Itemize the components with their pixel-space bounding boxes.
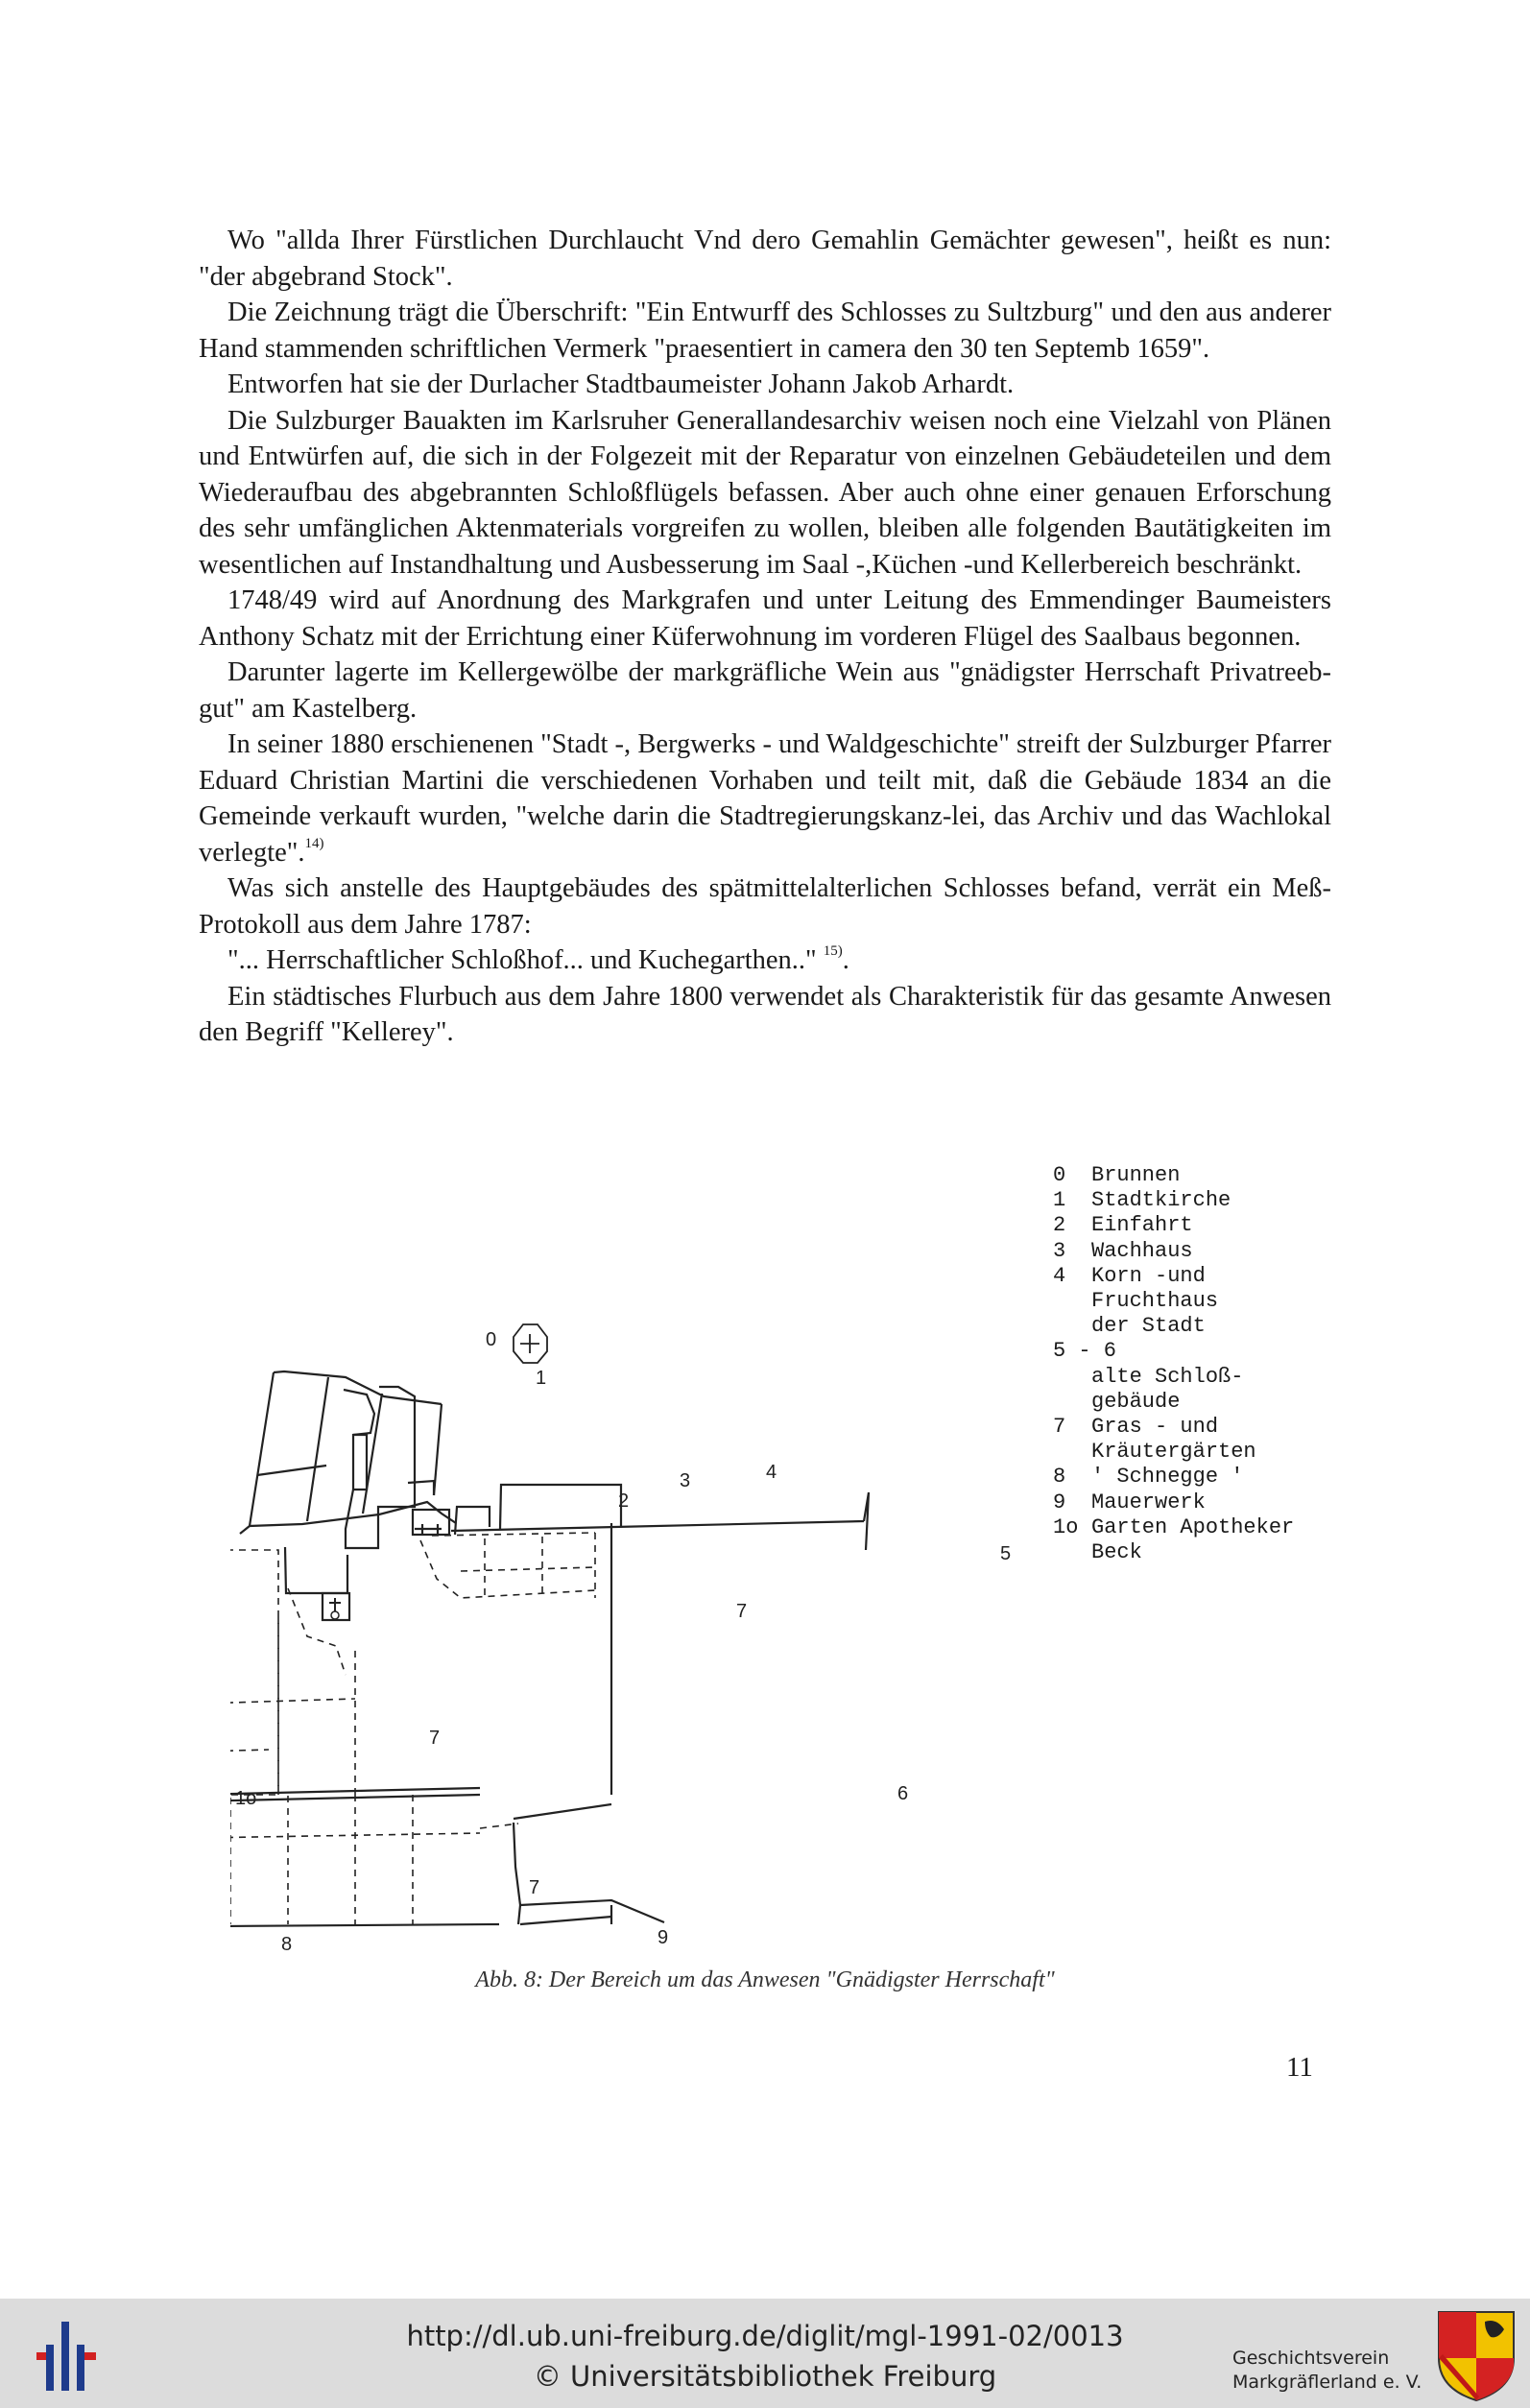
legend-row — [1053, 1213, 1341, 1238]
legend-number: 4 — [1053, 1263, 1066, 1288]
south-wall — [230, 1924, 499, 1926]
plan-label-4: 4 — [766, 1462, 777, 1483]
cross-symbol — [329, 1598, 341, 1619]
legend-label: Beck — [1091, 1540, 1142, 1565]
legend-label: Fruchthaus — [1091, 1289, 1219, 1314]
paragraph-2: Die Zeichnung trägt die Überschrift: "Ein Entwurff des Schlosses zu Sultzburg" und den aus anderer Hand stammenden schriftlichen Vermerk "praesentiert in camera den 30 ten Septemb 1659". — [199, 298, 1331, 364]
legend-label: Gras - und — [1091, 1415, 1219, 1440]
legend-label: Kräutergärten — [1091, 1440, 1256, 1465]
organisation-line-2: Markgräflerland e. V. — [1232, 2372, 1422, 2393]
paragraph-5: 1748/49 wird auf Anordnung des Markgrafen und unter Leitung des Emmendinger Baumeisters Anthony Schatz mit der Errichtung einer Küferwohnung im vorderen Flügel des Saalbaus begonnen. — [199, 585, 1331, 652]
legend-row — [1053, 1465, 1341, 1490]
plan-label-7b: 7 — [429, 1728, 441, 1749]
plan-lines — [230, 1371, 869, 1926]
houses-outline — [274, 1371, 442, 1404]
plan-label-3: 3 — [680, 1470, 691, 1491]
legend-row — [1053, 1339, 1341, 1364]
legend-number: 3 — [1053, 1238, 1066, 1263]
paragraph-9 — [199, 942, 1331, 979]
legend-number — [1053, 1365, 1091, 1390]
figure-caption: Abb. 8: Der Bereich um das Anwesen "Gnädigster Herrschaft" — [475, 1967, 1055, 1992]
plan-label-0: 0 — [486, 1329, 497, 1350]
legend-row — [1053, 1365, 1341, 1390]
organisation-line-1: Geschichtsverein — [1232, 2348, 1390, 2369]
paragraph-4: Die Sulzburger Bauakten im Karlsruher Generallandesarchiv weisen noch eine Vielzahl von Plänen und Entwürfen auf, die sich in der Folgezeit mit der Reparatur von einzelnen Gebäudeteilen und dem Wiederaufbau des abgebrannten Schloßflügels befassen. Aber auch ohne einer genauen Erforschung des sehr umfänglichen Aktenmaterials vorgreifen zu wollen, bleiben alle folgenden Bautätigkeiten im wesentlichen auf Instandhaltung und Ausbesserung im Saal -,Küchen -und Kellerbereich beschränkt. — [199, 405, 1331, 580]
paragraph-6: Darunter lagerte im Kellergewölbe der markgräfliche Wein aus "gnädigster Herrschaft Privatreeb-gut" am Kastelberg. — [199, 657, 1331, 724]
legend-number: 0 — [1053, 1163, 1066, 1187]
site-plan-figure — [230, 1156, 1037, 1963]
legend-row — [1053, 1540, 1341, 1565]
legend-number: 7 — [1053, 1415, 1066, 1440]
plan-label-6: 6 — [897, 1783, 909, 1804]
legend-row — [1053, 1239, 1341, 1264]
legend-label: Einfahrt — [1091, 1213, 1193, 1238]
legend-row — [1053, 1264, 1341, 1289]
legend-label: Brunnen — [1091, 1163, 1181, 1187]
legend-number — [1053, 1440, 1091, 1465]
east-wall-top — [451, 1521, 864, 1531]
fountain-symbol — [514, 1324, 547, 1363]
paragraph-3: Entworfen hat sie der Durlacher Stadtbaumeister Johann Jakob Arhardt. — [227, 370, 1015, 399]
paragraph-1: Wo "allda Ihrer Fürstlichen Durchlaucht Vnd dero Gemahlin Gemächter gewesen", heißt es nun: "der abgebrand Stock". — [199, 226, 1331, 292]
legend-row — [1053, 1188, 1341, 1213]
legend-label: Wachhaus — [1091, 1238, 1193, 1263]
legend-row — [1053, 1163, 1341, 1188]
legend-label: alte Schloß- — [1091, 1364, 1244, 1389]
legend-row — [1053, 1314, 1341, 1339]
legend-number: 1o — [1053, 1514, 1079, 1539]
coat-of-arms-icon — [1437, 2310, 1516, 2402]
footnote-ref-14: 14) — [304, 835, 324, 851]
plan-label-10: 1o — [235, 1788, 257, 1809]
legend-row — [1053, 1515, 1341, 1540]
paragraph-9-text: "... Herrschaftlicher Schloßhof... und Kuchegarthen.." — [227, 945, 824, 975]
paragraph-10: Ein städtisches Flurbuch aus dem Jahre 1800 verwendet als Charakteristik für das gesamte Anwesen den Begriff "Kellerey". — [199, 981, 1331, 1047]
legend-number: 8 — [1053, 1465, 1066, 1490]
legend-number — [1053, 1540, 1091, 1565]
legend-label: Garten Apotheker — [1091, 1514, 1295, 1539]
legend-label: Stadtkirche — [1091, 1188, 1231, 1213]
legend-row — [1053, 1490, 1341, 1515]
document-url[interactable]: http://dl.ub.uni-freiburg.de/diglit/mgl-1991-02/0013 — [406, 2320, 1124, 2352]
legend-row — [1053, 1440, 1341, 1465]
paragraph-9-after: . — [842, 945, 849, 975]
legend-label: ' Schnegge ' — [1091, 1465, 1244, 1490]
body-text — [199, 223, 1331, 1051]
plan-label-5: 5 — [1000, 1543, 1012, 1564]
plan-label-8: 8 — [281, 1934, 293, 1955]
footer-bar — [0, 2299, 1530, 2408]
legend-number: 1 — [1053, 1188, 1066, 1213]
footnote-ref-15: 15) — [823, 943, 843, 959]
paragraph-7 — [199, 727, 1331, 870]
legend-row — [1053, 1415, 1341, 1440]
paragraph-8: Was sich anstelle des Hauptgebäudes des spätmittelalterlichen Schlosses befand, verrät ein Meß-Protokoll aus dem Jahre 1787: — [199, 873, 1331, 940]
page-number: 11 — [1286, 2052, 1313, 2083]
legend-number: 5 - 6 — [1053, 1339, 1117, 1364]
legend-label: der Stadt — [1091, 1314, 1206, 1339]
legend-label: Korn -und — [1091, 1263, 1206, 1288]
plan-label-1: 1 — [536, 1368, 547, 1389]
paragraph-7-text: In seiner 1880 erschienenen "Stadt -, Bergwerks - und Waldgeschichte" streift der Sulzburger Pfarrer Eduard Christian Martini die verschiedenen Vorhaben und teilt mit, daß die Gebäude 1834 an die Gemeinde verkauft wurden, "welche darin die Stadtregierungskanz-lei, das Archiv und das Wachlokal verlegte". — [199, 729, 1331, 868]
legend-row — [1053, 1289, 1341, 1314]
organisation-name — [1232, 2347, 1422, 2395]
legend-row — [1053, 1390, 1341, 1415]
copyright-notice: © Universitätsbibliothek Freiburg — [533, 2360, 997, 2393]
legend-label: gebäude — [1091, 1389, 1181, 1414]
legend-number: 2 — [1053, 1213, 1066, 1238]
legend-number: 9 — [1053, 1490, 1066, 1514]
plan-label-9: 9 — [657, 1927, 669, 1948]
legend-label: Mauerwerk — [1091, 1490, 1206, 1514]
legend-number — [1053, 1314, 1091, 1339]
legend-number — [1053, 1390, 1091, 1415]
plan-label-7c: 7 — [529, 1877, 540, 1898]
plan-label-2: 2 — [618, 1490, 630, 1512]
plan-labels — [235, 1329, 1011, 1955]
plan-legend — [1053, 1163, 1341, 1565]
plan-label-7a: 7 — [736, 1601, 748, 1622]
legend-number — [1053, 1289, 1091, 1314]
